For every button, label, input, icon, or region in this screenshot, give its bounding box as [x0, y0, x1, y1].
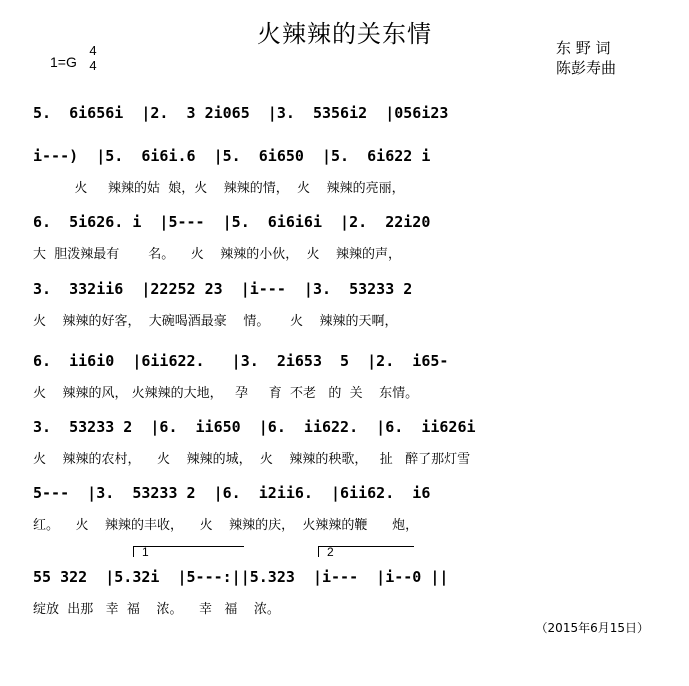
notes-row-7: 5--- |3. 53233 2 |6. i2ii6. |6ii62. i6: [33, 484, 431, 502]
volta-1-label: 1: [142, 545, 149, 559]
date-stamp: （2015年6月15日）: [535, 621, 649, 635]
notes-row-6: 3. 53233 2 |6. ii650 |6. ii622. |6. ii626i: [33, 418, 476, 436]
lyrics-row-5: 火 辣辣的风， 火辣辣的大地， 孕 育 不老 的 关 东情。: [33, 386, 419, 401]
volta-2-label: 2: [327, 545, 334, 559]
notes-row-4: 3. 332ii6 |22252 23 |i--- |3. 53233 2: [33, 280, 413, 298]
lyrics-row-2: 火 辣辣的姑 娘，火 辣辣的情， 火 辣辣的亮丽，: [33, 181, 405, 196]
lyrics-row-8: 绽放 出那 幸 福 浓。 幸 福 浓。: [33, 602, 280, 617]
notes-row-5: 6. ii6i0 |6ii622. |3. 2i653 5 |2. i65-: [33, 352, 449, 370]
time-signature-top: 4: [89, 43, 97, 58]
time-signature-bottom: 4: [89, 58, 97, 73]
volta-1: [133, 546, 244, 557]
lyrics-row-6: 火 辣辣的农村， 火 辣辣的城， 火 辣辣的秧歌， 扯 醉了那灯雪: [33, 452, 471, 467]
volta-2: [318, 546, 414, 557]
credits: [556, 38, 616, 78]
lyrics-row-3: 大 胆泼辣最有 名。 火 辣辣的小伙， 火 辣辣的声，: [33, 247, 402, 262]
notes-row-1: 5. 6i656i |2. 3 2i065 |3. 5356i2 |056i23: [33, 104, 449, 122]
notes-row-2: i---) |5. 6i6i.6 |5. 6i650 |5. 6i622 i: [33, 147, 431, 165]
lyrics-row-4: 火 辣辣的好客， 大碗喝酒最豪 情。 火 辣辣的天啊，: [33, 314, 398, 329]
time-signature: [87, 43, 99, 73]
lyricist: 东 野 词: [556, 39, 611, 57]
composer: 陈彭寿曲: [556, 59, 617, 77]
lyrics-row-7: 红。 火 辣辣的丰收， 火 辣辣的庆， 火辣辣的鞭 炮，: [33, 518, 419, 533]
notes-row-3: 6. 5i626. i |5--- |5. 6i6i6i |2. 22i20: [33, 213, 431, 231]
notes-row-8: 55 322 |5.32i |5---:||5.323 |i--- |i--0 ||: [33, 568, 449, 586]
page-title: 火辣辣的关东情: [257, 20, 432, 48]
key-signature: 1=G: [50, 54, 77, 70]
